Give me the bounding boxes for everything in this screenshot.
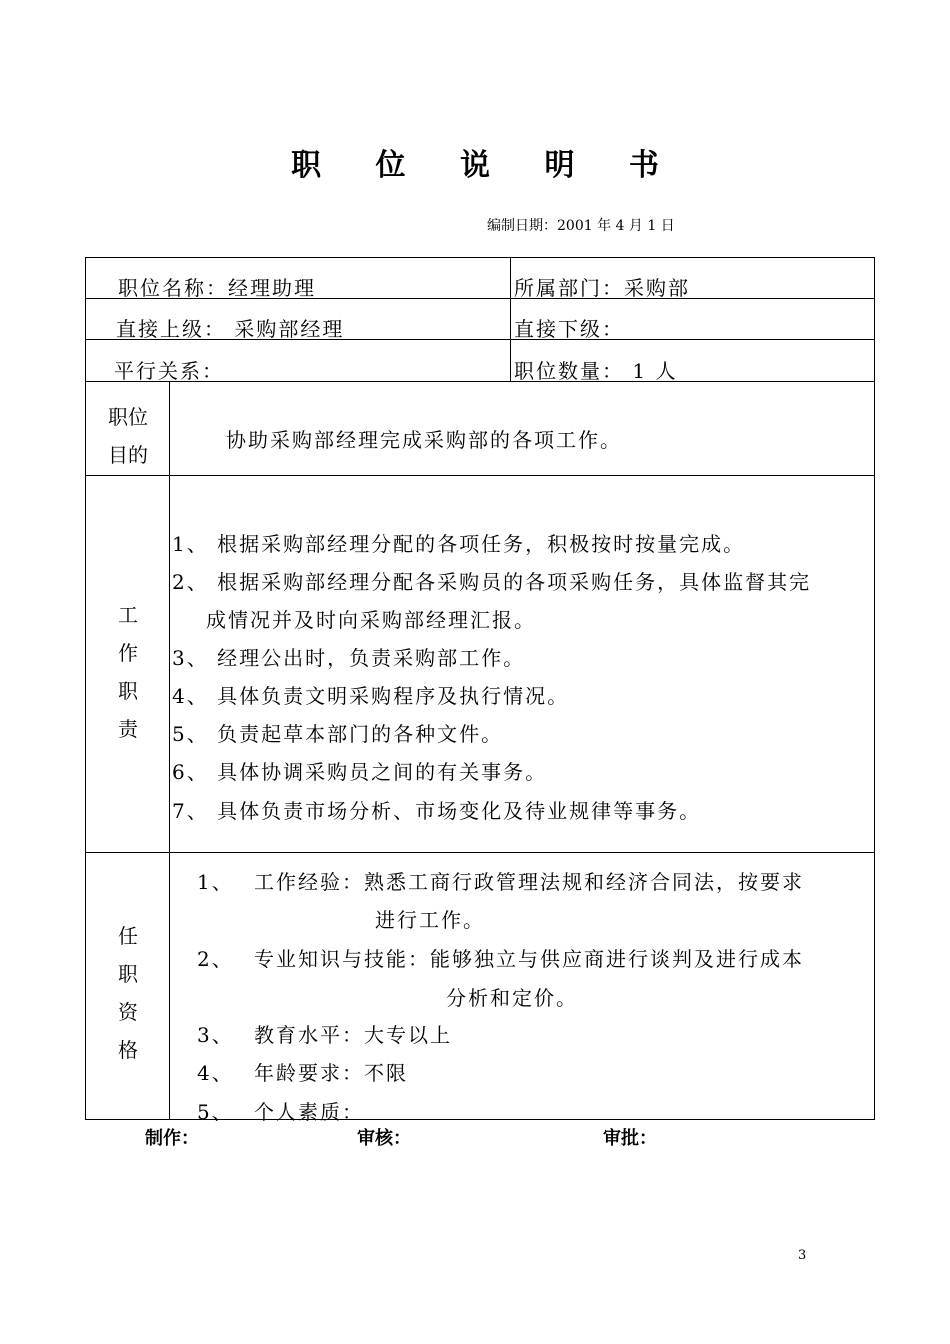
position-name: 职位名称：经理助理 xyxy=(118,276,316,300)
qualification-number: 5、 xyxy=(197,1100,234,1124)
reviewed-by-label: 审核： xyxy=(357,1128,411,1149)
compile-date: 编制日期：2001 年 4 月 1 日 xyxy=(487,218,675,234)
duty-item: 6、 具体协调采购员之间的有关事务。 xyxy=(172,760,548,784)
qualification-text: 年龄要求：不限 xyxy=(254,1061,408,1085)
qualification-text: 专业知识与技能：能够独立与供应商进行谈判及进行成本 xyxy=(254,947,804,971)
qualification-continuation: 分析和定价。 xyxy=(446,986,578,1010)
duty-item: 5、 负责起草本部门的各种文件。 xyxy=(172,722,504,746)
direct-subordinate: 直接下级： xyxy=(514,317,624,341)
qualification-text: 工作经验：熟悉工商行政管理法规和经济合同法，按要求 xyxy=(254,870,804,894)
qualification-number: 1、 xyxy=(197,870,234,894)
duty-item: 4、 具体负责文明采购程序及执行情况。 xyxy=(172,684,570,708)
qualification-text: 个人素质： xyxy=(254,1100,364,1124)
qualification-number: 3、 xyxy=(197,1023,234,1047)
approved-by-label: 审批： xyxy=(603,1128,657,1149)
qualification-number: 2、 xyxy=(197,947,234,971)
department: 所属部门：采购部 xyxy=(514,276,690,300)
purpose-label: 职位 目的 xyxy=(108,405,148,467)
made-by-label: 制作： xyxy=(145,1128,199,1149)
qualifications-label: 任 职 资 格 xyxy=(118,924,138,1062)
page-title: 职 位 说 明 书 xyxy=(291,148,681,183)
headcount: 职位数量： 1 人 xyxy=(514,359,678,383)
qualification-continuation: 进行工作。 xyxy=(375,908,485,932)
duty-item: 1、 根据采购部经理分配的各项任务，积极按时按量完成。 xyxy=(172,532,746,556)
purpose-text: 协助采购部经理完成采购部的各项工作。 xyxy=(226,428,622,452)
duty-item: 7、 具体负责市场分析、市场变化及待业规律等事务。 xyxy=(172,799,702,823)
duties-label: 工 作 职 责 xyxy=(118,603,138,741)
direct-superior: 直接上级： 采购部经理 xyxy=(116,317,345,341)
duty-item-continuation: 成情况并及时向采购部经理汇报。 xyxy=(206,608,536,632)
duty-item: 3、 经理公出时，负责采购部工作。 xyxy=(172,646,526,670)
qualification-text: 教育水平：大专以上 xyxy=(254,1023,452,1047)
qualification-number: 4、 xyxy=(197,1061,234,1085)
page-number: 3 xyxy=(798,1248,807,1263)
parallel-relation: 平行关系： xyxy=(114,359,224,383)
duty-item: 2、 根据采购部经理分配各采购员的各项采购任务，具体监督其完 xyxy=(172,570,812,594)
